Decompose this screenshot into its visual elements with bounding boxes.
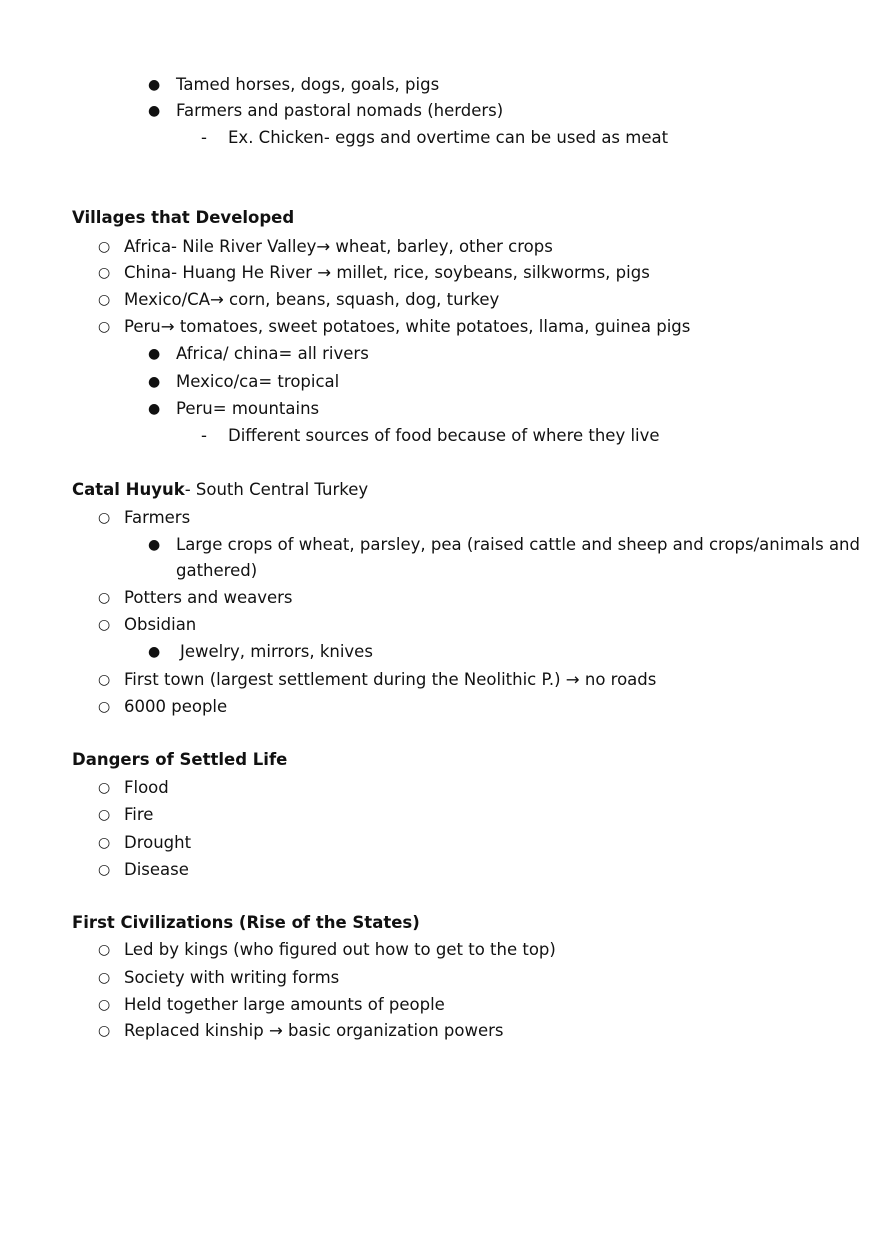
bullet-circle: ○: [98, 862, 111, 878]
bullet-dash: -: [201, 128, 207, 147]
bullet-circle: ○: [98, 265, 111, 281]
list-item: Mexico/CA→ corn, beans, squash, dog, turkey: [124, 290, 500, 309]
list-item: Society with writing forms: [124, 968, 340, 987]
section-heading-dangers: Dangers of Settled Life: [72, 750, 288, 769]
bullet-circle: ○: [98, 942, 111, 958]
list-item: Held together large amounts of people: [124, 995, 445, 1014]
section-heading-catal: [72, 479, 368, 501]
list-item: Farmers and pastoral nomads (herders): [176, 101, 504, 120]
list-item: Large crops of wheat, parsley, pea (raised cattle and sheep and crops/animals and: [176, 535, 860, 554]
bullet-circle: ○: [98, 997, 111, 1013]
list-item: Fire: [124, 805, 154, 824]
list-item: Peru= mountains: [176, 399, 320, 418]
section-heading-civilizations: First Civilizations (Rise of the States): [72, 913, 420, 932]
bullet-circle: ○: [98, 672, 111, 688]
list-item: Led by kings (who figured out how to get to the top): [124, 940, 556, 959]
bullet-circle: ○: [98, 292, 111, 308]
heading-rest: - South Central Turkey: [184, 480, 369, 499]
list-item: Africa- Nile River Valley→ wheat, barley, other crops: [124, 237, 553, 256]
bullet-circle: ○: [98, 699, 111, 715]
bullet-disc: ●: [148, 103, 161, 119]
section-heading-villages: Villages that Developed: [72, 208, 295, 227]
bullet-circle: ○: [98, 617, 111, 633]
bullet-disc: ●: [148, 537, 161, 553]
bullet-circle: ○: [98, 239, 111, 255]
list-item: Replaced kinship → basic organization powers: [124, 1021, 504, 1040]
list-item: Flood: [124, 778, 169, 797]
bullet-disc: ●: [148, 346, 161, 362]
bullet-circle: ○: [98, 835, 111, 851]
bullet-disc: ●: [148, 77, 161, 93]
bullet-circle: ○: [98, 970, 111, 986]
heading-bold-part: Catal Huyuk: [72, 480, 185, 499]
bullet-circle: ○: [98, 780, 111, 796]
bullet-disc: ●: [148, 644, 161, 660]
list-item: Peru→ tomatoes, sweet potatoes, white potatoes, llama, guinea pigs: [124, 317, 691, 336]
list-item: Obsidian: [124, 615, 197, 634]
bullet-dash: -: [201, 426, 207, 445]
list-item: Farmers: [124, 508, 191, 527]
list-item: Drought: [124, 833, 192, 852]
list-item: Disease: [124, 860, 189, 879]
bullet-circle: ○: [98, 510, 111, 526]
bullet-circle: ○: [98, 807, 111, 823]
bullet-disc: ●: [148, 401, 161, 417]
list-item-continuation: gathered): [176, 561, 258, 580]
bullet-circle: ○: [98, 590, 111, 606]
list-item: Different sources of food because of where they live: [228, 426, 660, 445]
list-item: Mexico/ca= tropical: [176, 372, 340, 391]
list-item: Jewelry, mirrors, knives: [180, 642, 373, 661]
list-item: First town (largest settlement during the Neolithic P.) → no roads: [124, 670, 657, 689]
list-item: China- Huang He River → millet, rice, soybeans, silkworms, pigs: [124, 263, 650, 282]
bullet-circle: ○: [98, 319, 111, 335]
list-item: 6000 people: [124, 697, 228, 716]
list-item: Potters and weavers: [124, 588, 293, 607]
bullet-disc: ●: [148, 374, 161, 390]
list-item: Tamed horses, dogs, goals, pigs: [176, 75, 440, 94]
bullet-circle: ○: [98, 1023, 111, 1039]
list-item: Ex. Chicken- eggs and overtime can be used as meat: [228, 128, 669, 147]
list-item: Africa/ china= all rivers: [176, 344, 369, 363]
